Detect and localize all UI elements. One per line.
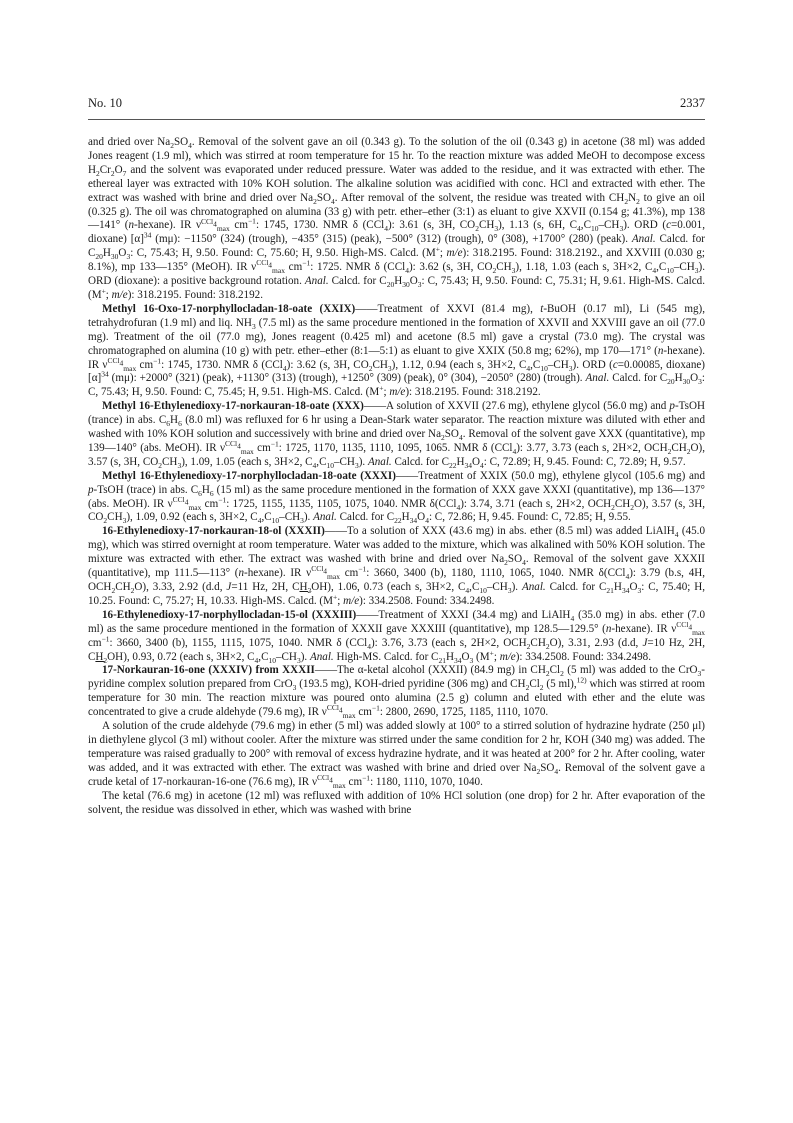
paragraph-p5: 16-Ethylenedioxy-17-norkauran-18-ol (XXXII)——To a solution of XXX (43.6 mg) in abs. ether (8.5 ml) was added LiAlH$_4$ (45.0 mg), which was stirred overnight at room temperature. Water was added to the mixture, which was alkalined with 50% KOH solution. The mixture was extracted with ether. The extract was washed with brine and dried over $Na_2SO_4$. Removal of the solvent gave XXXII (quantitative), mp 111.5—113° (n-hexane). IR $\nu^{CCl_4}_{max}$ $cm^{-1}$: 3660, 3400 (b), 1180, 1110, 1065, 1040. NMR δ(CCl$_4$): 3.79 (b.s, 4H, $OCH_2CH_2O$), 3.33, 2.92 (d.d, J=11 Hz, 2H, $CH_2OH$), 1.06, 0.73 (each s, 3H×2, $C_4,C_{10}-CH_3$). Anal. Calcd. for $C_{21}H_{34}O_3$: C, 75.40; H, 10.25. Found: C, 75.27; H, 10.33. High-MS. Calcd. (M+; m/e): 334.2508. Found: 334.2498. [88, 525, 706, 607]
paragraph-p3: Methyl 16-Ethylenedioxy-17-norkauran-18-oate (XXX)——A solution of XXVII (27.6 mg), ethylene glycol (56.0 mg) and p-TsOH (trance) in abs. $C_6H_6$ (8.0 ml) was refluxed for 6 hr using a Dean-Stark water separator. The reaction mixture was diluted with ether and washed with 10% KOH solution and successively with brine and dried over $Na_2SO_4$. Removal of the solvent gave XXX (quantitative), mp 139—140° (abs. MeOH). IR $\nu^{CCl_4}_{max}$ $cm^{-1}$: 1725, 1170, 1135, 1110, 1095, 1065. NMR δ (CCl$_4$): 3.77, 3.73 (each s, 2H×2, $OCH_2CH_2O$), 3.57 (s, 3H, $CO_2CH_3$), 1.09, 1.05 (each s, 3H×2, $C_4,C_{10}-CH_3$). Anal. Calcd. for $C_{22}H_{34}O_4$: C, 72.89; H, 9.45. Found: C, 72.89; H, 9.57. [88, 400, 706, 471]
paragraph-p7: 17-Norkauran-16-one (XXXIV) from XXXII——The α-ketal alcohol (XXXII) (84.9 mg) in $CH_2Cl_2$ (5 ml) was added to the CrO$_3$-pyridine complex solution prepared from CrO$_3$ (193.5 mg), KOH-dried pyridine (306 mg) and $CH_2Cl_2$ (5 ml),$^{12)}$ which was stirred at room temperature for 30 min. The reaction mixture was poured onto alumina (2.5 g) column and eluted with ether and the elute was concentrated to give a crude aldehyde (79.6 mg), IR $\nu^{CCl_4}_{max}$ $cm^{-1}$: 2800, 2690, 1725, 1185, 1110, 1070. [88, 664, 706, 721]
paragraph-p8: A solution of the crude aldehyde (79.6 mg) in ether (5 ml) was added slowly at 100° to a stirred solution of hydrazine hydrate (250 μl) in diethylene glycol (3 ml) without cooler. After the mixture was stirred under the same condition for 2 hr, KOH (340 mg) was added. The temperature was raised gradually to 200° with removal of excess hydrazine hydrate, and it was heated at 200° for 2 hr. After cooling, water was added, and it was extracted with ether. The extract was washed with brine and dried over $Na_2SO_4$. Removal of the solvent gave a crude ketal of 17-norkauran-16-one (76.6 mg), IR $\nu^{CCl_4}_{max}$ $cm^{-1}$: 1180, 1110, 1070, 1040. [88, 720, 705, 790]
paragraph-p6: 16-Ethylenedioxy-17-norphyllocladan-15-ol (XXXIII)——Treatment of XXXI (34.4 mg) and LiAlH$_4$ (35.0 mg) in abs. ether (7.0 ml) as the same procedure mentioned in the formation of XXXII gave XXXIII (quantitative), mp 128.5—129.5° (n-hexane). IR $\nu^{CCl_4}_{max}$ $cm^{-1}$: 3660, 3400 (b), 1155, 1115, 1075, 1040. NMR δ (CCl$_4$): 3.76, 3.73 (each s, 2H×2, $OCH_2CH_2O$), 3.31, 2.93 (d.d, J=10 Hz, 2H, $CH_2OH$), 0.93, 0.72 (each s, 3H×2, $C_4,C_{10}-CH_3$). Anal. High-MS. Calcd. for $C_{21}H_{34}O_3$ (M+; m/e): 334.2508. Found: 334.2498. [88, 608, 706, 665]
experimental-section [88, 136, 705, 817]
paragraph-p4: Methyl 16-Ethylenedioxy-17-norphyllocladan-18-oate (XXXI)——Treatment of XXIX (50.0 mg), ethylene glycol (105.6 mg) and p-TsOH (trace) in abs. $C_6H_6$ (15 ml) as the same procedure mentioned in the formation of XXX gave XXXI (quantitative), mp 136—137° (abs. MeOH). IR $\nu^{CCl_4}_{max}$ $cm^{-1}$: 1725, 1155, 1135, 1105, 1075, 1040. NMR δ(CCl$_4$): 3.74, 3.71 (each s, 2H×2, $OCH_2CH_2O$), 3.57 (s, 3H, $CO_2CH_3$), 1.09, 0.92 (each s, 3H×2, $C_4,C_{10}-CH_3$). Anal. Calcd. for $C_{22}H_{34}O_4$: C, 72.86; H, 9.45. Found: C, 72.85; H, 9.55. [88, 469, 706, 526]
issue-number: No. 10 [88, 96, 123, 110]
paragraph-p1: and dried over $Na_2SO_4$. Removal of the solvent gave an oil (0.343 g). To the solution of the oil (0.343 g) in acetone (38 ml) was added Jones reagent (1.9 ml), which was stirred at room temperature for 15 hr. To the reaction mixture was added MeOH to decompose excess $H_2Cr_2O_7$ and the solvent was evaporated under reduced pressure. Water was added to the residue, and it was extracted with ether. The ethereal layer was extracted with 10% KOH solution. The alkaline solution was acidified with conc. HCl and extracted with ether. The extract was washed with brine and dried over $Na_2SO_4$. After removal of the solvent, the residue was treated with $CH_2N_2$ to give an oil (0.325 g). The oil was chromatographed on alumina (33 g) with petr. ether–ether (3:1) as eluant to give XXVII (0.154 g; 41.3%), mp 138—141° (n-hexane). IR $\nu^{CCl_4}_{max}$ $cm^{-1}$: 1745, 1730. NMR δ (CCl$_4$): 3.61 (s, 3H, $CO_2CH_3$), 1.13 (s, 6H, $C_4,C_{10}-CH_3$). ORD (c=0.001, dioxane) $[\alpha]^{34}$ (mμ): −1150° (324) (trough), −435° (315) (peak), −500° (312) (trough), 0° (308), +1700° (280) (peak). Anal. Calcd. for $C_{20}H_{30}O_3$: C, 75.43; H, 9.50. Found: C, 75.60; H, 9.50. High-MS. Calcd. (M+; m/e): 318.2195. Found: 318.2192., and XXVIII (0.030 g; 8.1%), mp 133—135° (MeOH). IR $\nu^{CCl_4}_{max}$ $cm^{-1}$: 1725. NMR δ (CCl$_4$): 3.62 (s, 3H, $CO_2CH_3$), 1.18, 1.03 (each s, 3H×2, $C_4,C_{10}-CH_3$). ORD (dioxane): a positive background rotation. Anal. Calcd. for $C_{20}H_{30}O_3$: C, 75.43; H, 9.50. Found: C, 75.31; H, 9.61. High-MS. Calcd. (M+; m/e): 318.2195. Found: 318.2192. [88, 136, 706, 301]
header-rule [88, 119, 705, 120]
paragraph-p2: Methyl 16-Oxo-17-norphyllocladan-18-oate (XXIX)——Treatment of XXVI (81.4 mg), t-BuOH (0.17 ml), Li (545 mg), tetrahydrofuran (1.9 ml) and liq. $NH_3$ (7.5 ml) as the same procedure mentioned in the formation of XXVII and XXVIII gave an oil (77.0 mg). Treatment of the oil (77.0 mg), Jones reagent (0.425 ml) and acetone (8.5 ml) gave a crystal (73.0 mg). The crystal was chromatographed on alumina (10 g) with petr. ether–ether (8:1—5:1) as eluant to give XXIX (50.8 mg; 62%), mp 170—171° (n-hexane). IR $\nu^{CCl_4}_{max}$ $cm^{-1}$: 1745, 1730. NMR δ (CCl$_4$): 3.62 (s, 3H, $CO_2CH_3$), 1.12, 0.94 (each s, 3H×2, $C_4,C_{10}-CH_3$). ORD (c=0.00085, dioxane) $[\alpha]^{34}$ (mμ): +2000° (321) (peak), +1130° (313) (trough), +1250° (309) (peak), 0° (304), −2050° (280) (trough). Anal. Calcd. for $C_{20}H_{30}O_3$: C, 75.43; H, 9.50. Found: C, 75.45; H, 9.51. High-MS. Calcd. (M+; m/e): 318.2195. Found: 318.2192. [88, 302, 705, 399]
page-header [88, 96, 705, 111]
page-number: 2337 [680, 96, 705, 110]
paragraph-p9: The ketal (76.6 mg) in acetone (12 ml) was refluxed with addition of 10% HCl solution (one drop) for 2 hr. After evaporation of the solvent, the residue was dissolved in ether, which was washed with brine [88, 789, 705, 816]
